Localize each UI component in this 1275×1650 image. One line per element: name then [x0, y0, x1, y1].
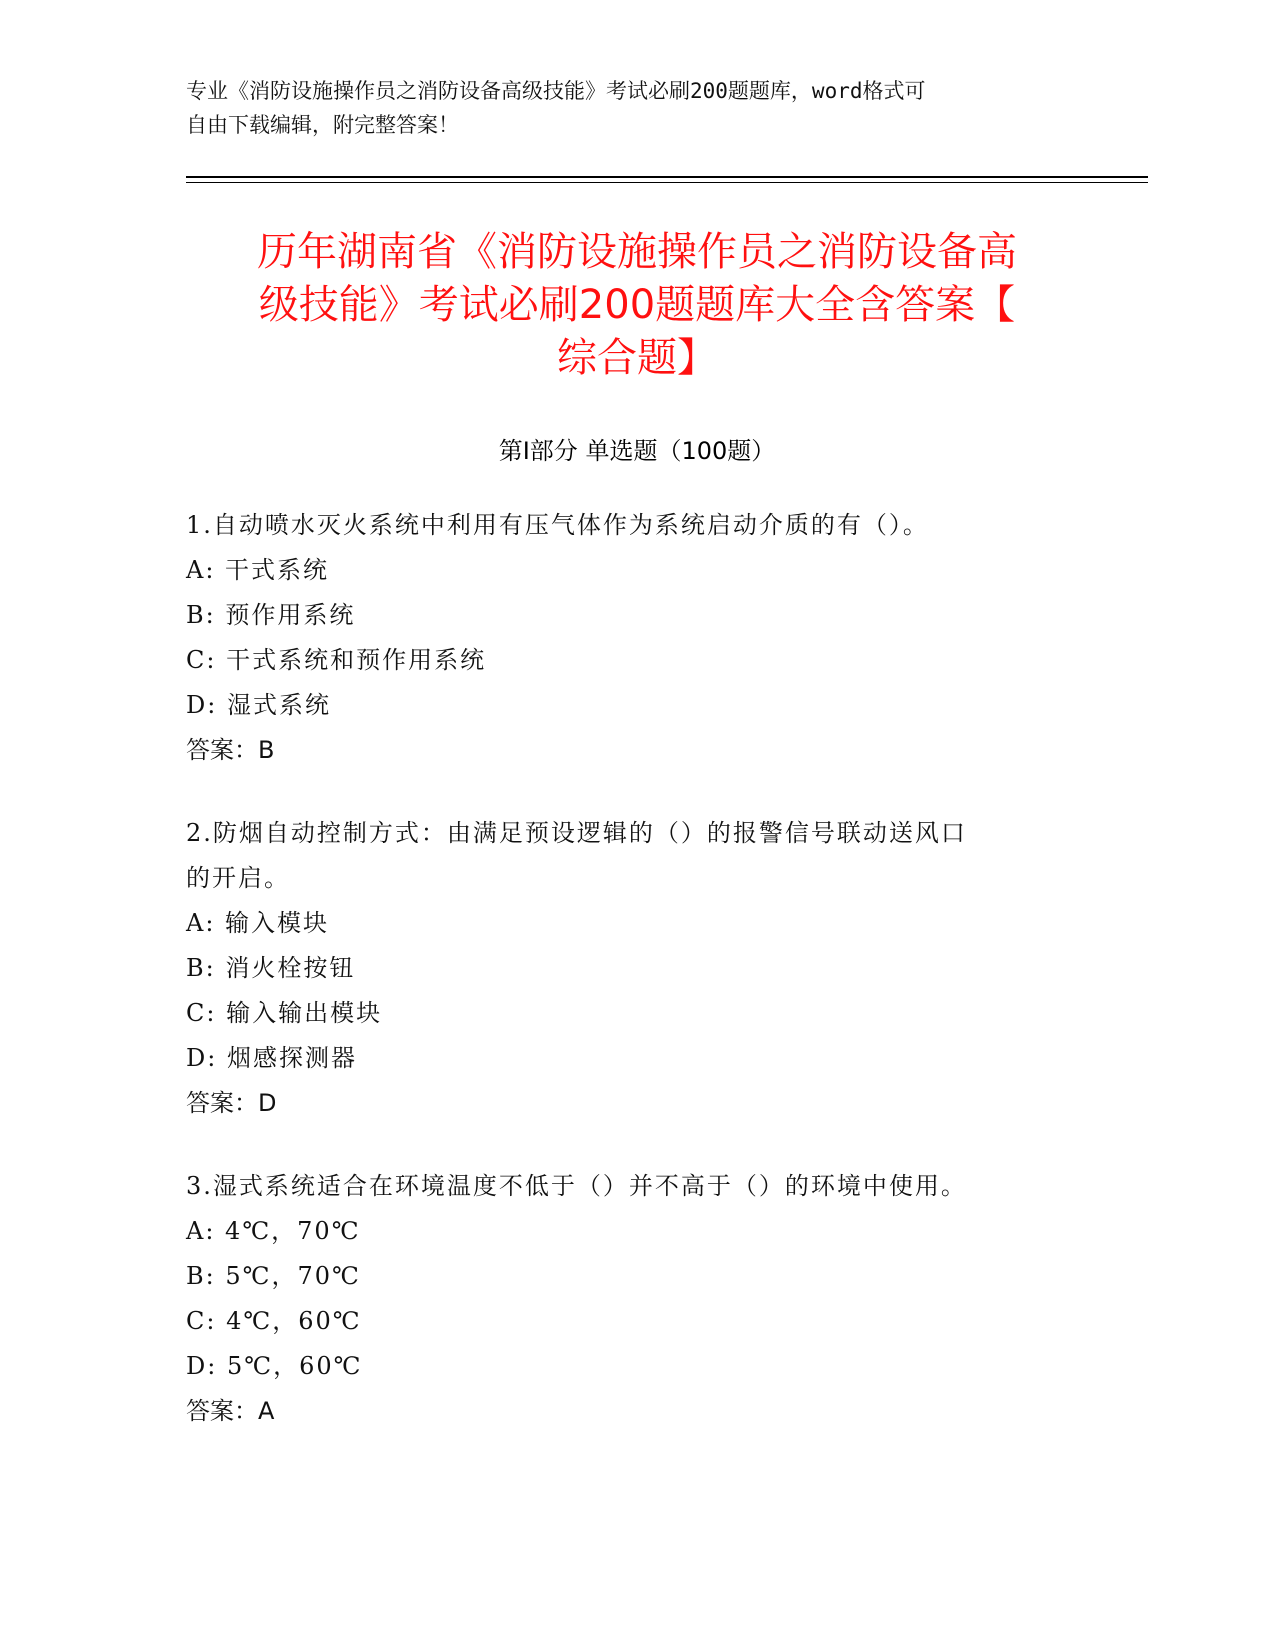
question-stem-line: 2.防烟自动控制方式：由满足预设逻辑的（）的报警信号联动送风口	[186, 819, 967, 847]
option-c: C: 4℃，60℃	[186, 1307, 362, 1335]
answer-line: 答案：D	[186, 1089, 277, 1117]
header-note	[186, 74, 1066, 142]
section-title: 第Ⅰ部分 单选题（100题）	[498, 437, 776, 465]
option-d: D: 烟感探测器	[186, 1044, 357, 1072]
option-c: C: 干式系统和预作用系统	[186, 646, 487, 674]
question-stem	[186, 811, 1086, 901]
header-divider-thick	[186, 176, 1148, 178]
question-stem	[186, 503, 1086, 548]
header-note-line: 自由下载编辑，附完整答案！	[186, 113, 459, 137]
answer-line: 答案：B	[186, 736, 275, 764]
header-divider-thin	[186, 182, 1148, 183]
option-b: B: 消火栓按钮	[186, 954, 356, 982]
option-d: D: 5℃，60℃	[186, 1352, 363, 1380]
question-stem	[186, 1164, 1086, 1209]
option-b: B: 预作用系统	[186, 601, 356, 629]
title-line: 历年湖南省《消防设施操作员之消防设备高	[257, 229, 1017, 275]
document-title	[186, 226, 1088, 385]
question-stem-line: 的开启。	[186, 864, 290, 892]
question-3	[186, 1164, 1086, 1434]
option-a: A: 干式系统	[186, 556, 330, 584]
option-c: C: 输入输出模块	[186, 999, 383, 1027]
title-line: 级技能》考试必刷200题题库大全含答案【	[258, 282, 1016, 328]
option-a: A: 4℃，70℃	[186, 1217, 361, 1245]
title-line: 综合题】	[557, 335, 717, 381]
answer-line: 答案：A	[186, 1397, 275, 1425]
question-1	[186, 503, 1086, 773]
question-stem-line: 3.湿式系统适合在环境温度不低于（）并不高于（）的环境中使用。	[186, 1172, 967, 1200]
question-stem-line: 1.自动喷水灭火系统中利用有压气体作为系统启动介质的有（）。	[186, 511, 929, 539]
option-d: D: 湿式系统	[186, 691, 331, 719]
option-a: A: 输入模块	[186, 909, 330, 937]
question-2	[186, 811, 1086, 1126]
header-note-line: 专业《消防设施操作员之消防设备高级技能》考试必刷200题题库，word格式可	[186, 79, 926, 103]
option-b: B: 5℃，70℃	[186, 1262, 361, 1290]
